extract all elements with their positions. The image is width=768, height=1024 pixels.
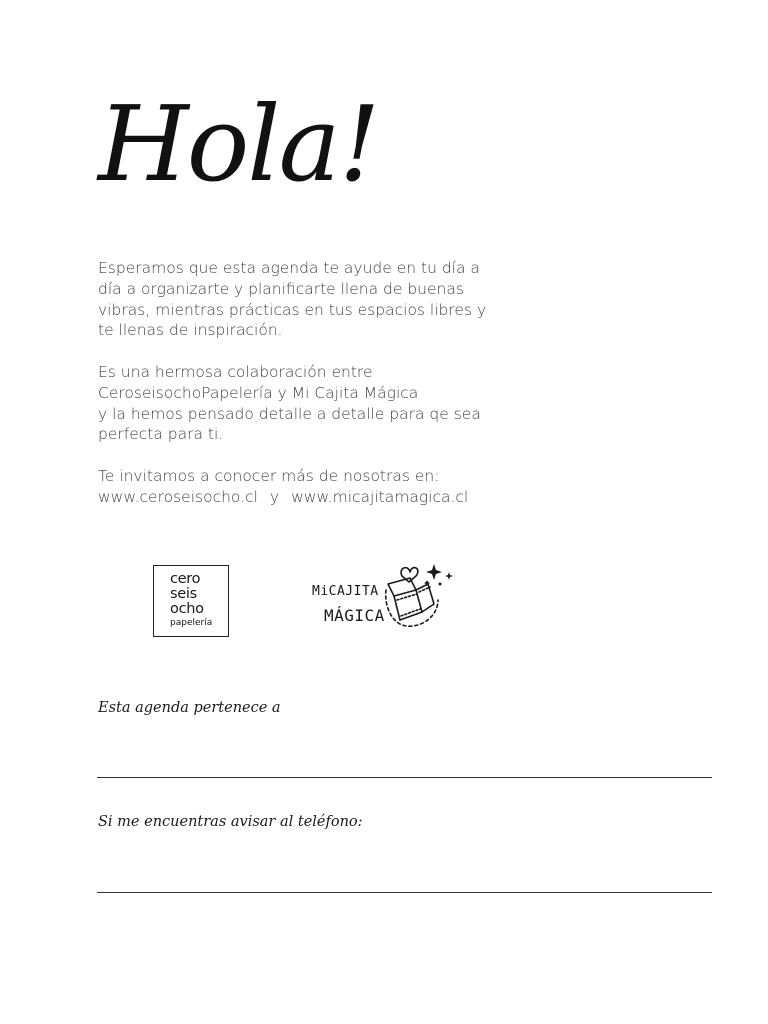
- logo-line-1: MiCAJITA: [312, 584, 379, 599]
- link-separator: y: [269, 487, 280, 506]
- text-line: CeroseisochoPapelería y Mi Cajita Mágica: [98, 383, 419, 402]
- logo-word-cero: cero: [170, 571, 201, 587]
- phone-write-line: [97, 892, 712, 893]
- micajitamagica-logo: [310, 560, 460, 635]
- text-line: y la hemos pensado detalle a detalle para qe sea: [98, 404, 481, 423]
- logo-line-2: MÁGICA: [324, 606, 385, 625]
- intro-paragraph-1: [98, 258, 538, 341]
- logo-word-seis: seis: [170, 586, 197, 602]
- text-line: vibras, mientras prácticas en tus espacios libres y: [98, 300, 487, 319]
- text-line: perfecta para ti.: [98, 425, 224, 444]
- owner-field-label: Esta agenda pertenece a: [98, 700, 281, 716]
- intro-paragraph-3: [98, 466, 538, 508]
- page-title: Hola!: [98, 83, 379, 205]
- intro-text: [98, 258, 538, 528]
- intro-paragraph-2: [98, 362, 538, 445]
- phone-field-label: Si me encuentras avisar al teléfono:: [98, 814, 363, 830]
- link-micajitamagica[interactable]: www.micajitamagica.cl: [291, 487, 469, 506]
- link-ceroseisocho[interactable]: www.ceroseisocho.cl: [98, 487, 258, 506]
- logo-subtitle: papelería: [170, 618, 213, 628]
- ceroseisocho-logo: [153, 565, 229, 637]
- text-line: Te invitamos a conocer más de nosotras en:: [98, 466, 440, 485]
- text-line: Es una hermosa colaboración entre: [98, 362, 373, 381]
- text-line: Esperamos que esta agenda te ayude en tu día a: [98, 259, 480, 277]
- text-line: día a organizarte y planificarte llena de buenas: [98, 279, 464, 298]
- gift-box-sparkles-icon: [382, 560, 462, 630]
- logo-word-ocho: ocho: [170, 601, 204, 617]
- text-line: te llenas de inspiración.: [98, 321, 283, 340]
- owner-write-line: [97, 777, 712, 778]
- website-links: [98, 487, 538, 508]
